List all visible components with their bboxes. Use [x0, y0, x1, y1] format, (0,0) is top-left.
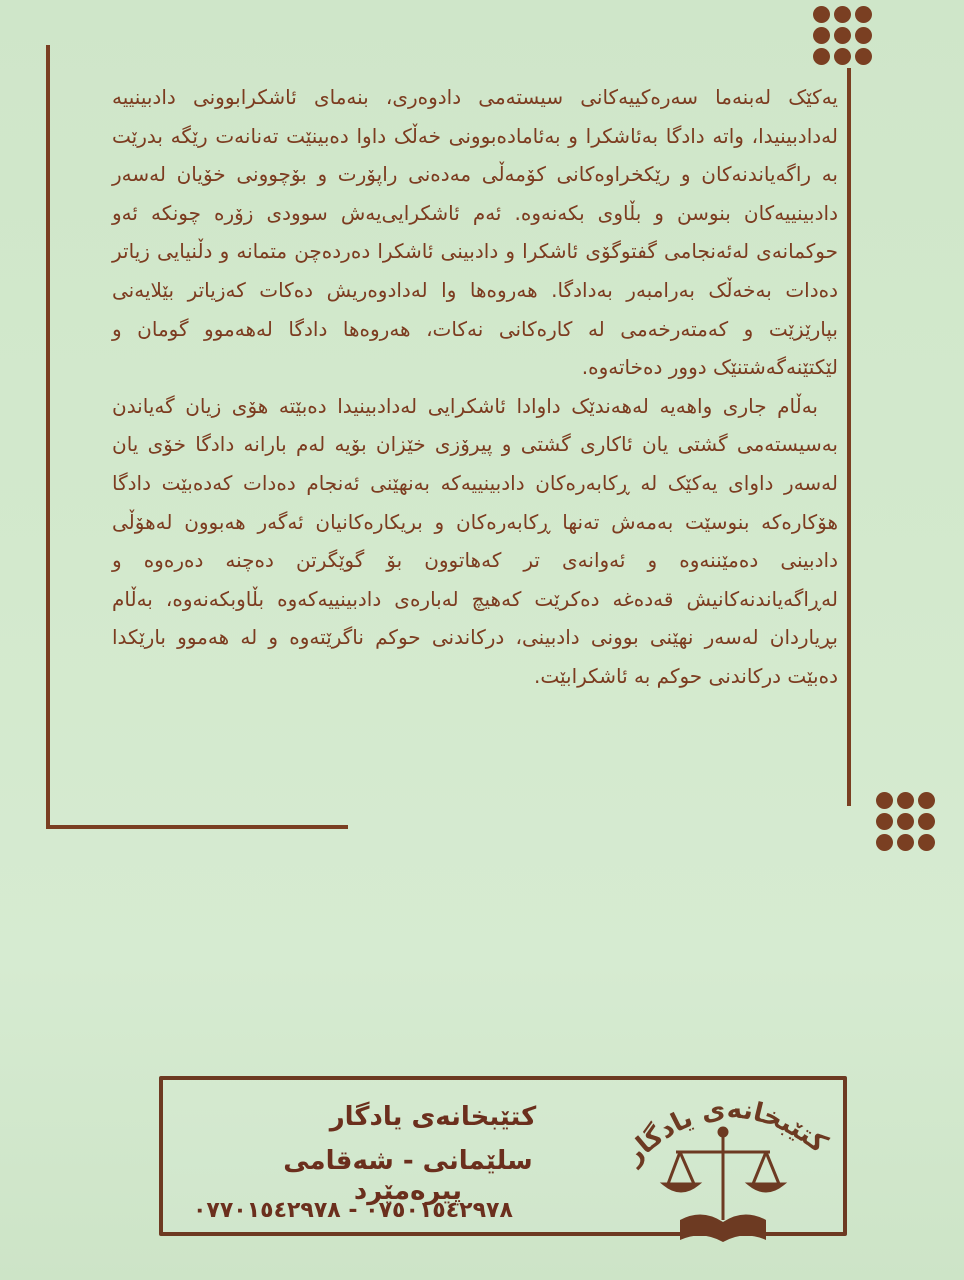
paragraph-2: بەڵام جاری واهەیە لەهەندێک داوادا ئاشکرایی لەدادبینیدا دەبێتە هۆی زیان گەیاندن بەسیستەمی گشتی یان ئاکاری گشتی و پیرۆزی خێزان بۆیە لەم بارانە دادگا خۆی یان لەسەر داوای یەکێک لە ڕکابەرەکان دادبینییەکە بەنهێنی ئەنجام دەدات کەدەبێت دادگا هۆکارەکە بنوسێت بەمەش تەنها ڕکابەرەکان و بریکارەکانیان ئەگەر هەبوون لەهۆڵی دادبینی دەمێننەوە و ئەوانەی تر کەهاتوون بۆ گوێگرتن دەچنە دەرەوە و لەڕاگەیاندنەکانیش قەدەغە دەکرێت کەهیچ لەبارەی دادبینییەکەوە بڵاوبکەنەوە، بەڵام بڕیاردان لەسەر نهێنی بوونی دادبینی، درکاندنی حوکم ناگرێتەوە و لە هەموو بارێکدا دەبێت درکاندنی حوکم بە ئاشکرابێت. [112, 393, 838, 688]
back-cover-text [112, 78, 838, 696]
paragraph-1: یەکێک لەبنەما سەرەکییەکانی سیستەمی دادوەری، بنەمای ئاشکرابوونی دادبینییە لەدادبینیدا، واتە دادگا بەئاشکرا و بەئامادەبوونی خەڵک داوا دەبینێت تەنانەت رێگە بدرێت بە راگەیاندنەکان و رێکخراوەکانی کۆمەڵی مەدەنی راپۆرت و بۆچوونی خۆیان لەسەر دادبینییەکان بنوسن و بڵاوی بکەنەوە. ئەم ئاشکرایی‌یەش سوودی زۆرە چونکە ئەو حوکمانەی لەئەنجامی گفتوگۆی ئاشکرا و دادبینی ئاشکرا دەردەچن متمانە و دڵنیایی زیاتر دەدات بەخەڵک بەرامبەر بەدادگا. هەروەها وا لەدادوەریش دەکات کەزیاتر بێلایەنی بپارێزێت و کەمتەرخەمی لە کارەکانی نەکات، هەروەها دادگا لەهەموو گومان و لێکتێنەگەشتنێک دوور دەخاتەوە. [112, 85, 838, 380]
publisher-logo [598, 1080, 848, 1250]
dot-cluster-icon [876, 792, 935, 851]
publisher-phones: ٠٧٥٠١٥٤٢٩٧٨ - ٠٧٧٠١٥٤٢٩٧٨ [193, 1198, 513, 1223]
publisher-name: كتێبخانەی یادگار [329, 1102, 537, 1132]
dot-cluster-icon [813, 6, 872, 65]
frame-bottom-border [46, 825, 348, 829]
frame-right-border [847, 68, 851, 806]
logo-arc-text: كتێبخانەی یادگار [618, 1094, 833, 1171]
publisher-address: سلێمانی - شەقامی پیرەمێرد [283, 1146, 533, 1206]
scales-of-justice-icon [664, 1128, 783, 1220]
frame-left-border [46, 45, 50, 829]
